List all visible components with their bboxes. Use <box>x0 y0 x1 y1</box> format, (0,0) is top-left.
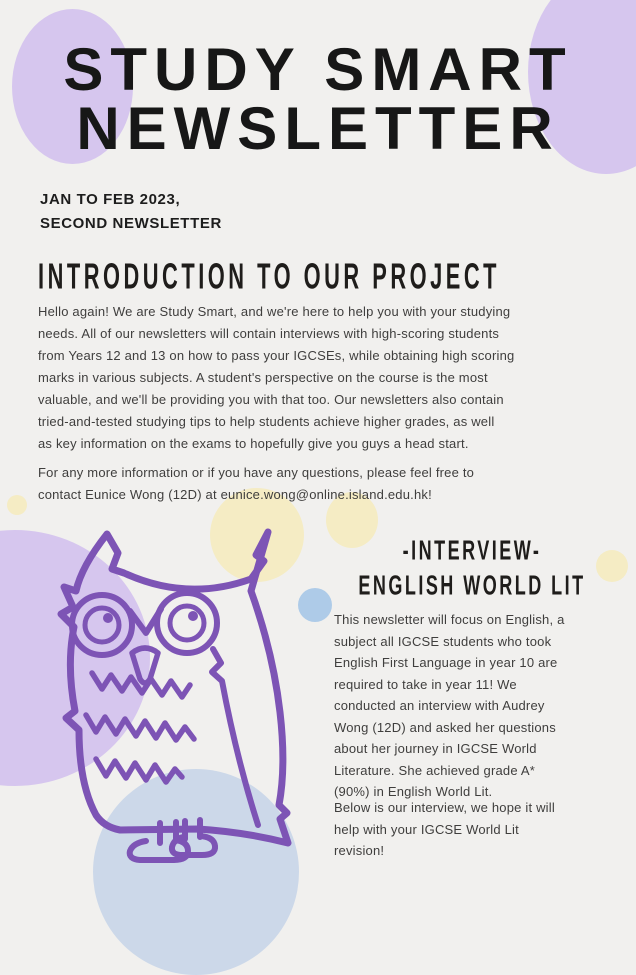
title-line-2: NEWSLETTER <box>76 95 560 162</box>
title-line-1: STUDY SMART <box>63 36 573 103</box>
owl-right-eye-outer <box>157 593 217 653</box>
issue-date: JAN TO FEB 2023, <box>40 191 181 208</box>
owl-left-eye-inner <box>85 608 119 642</box>
issue-info <box>40 188 222 236</box>
issue-number: SECOND NEWSLETTER <box>40 215 222 232</box>
interview-heading-line-2: ENGLISH WORLD LIT <box>358 569 586 601</box>
owl-wing <box>212 649 258 825</box>
owl-chest-feathers-row3 <box>96 759 182 782</box>
owl-right-foot <box>172 836 215 855</box>
owl-left-eye-outer <box>72 595 132 655</box>
owl-left-pupil <box>103 613 113 623</box>
interview-heading-line-1: -INTERVIEW- <box>402 534 542 566</box>
interview-paragraph-2: Below is our interview, we hope it will help with your IGCSE World Lit revision! <box>334 800 555 858</box>
intro-section-heading: INTRODUCTION TO OUR PROJECT <box>38 256 501 297</box>
intro-paragraph-1: Hello again! We are Study Smart, and we're here to help you with your studying needs. All of our newsletters will contain interviews with high-scoring students from Years 12 and 13 on how to pass your IGCSEs, while obtaining high scoring marks in various subjects. A student's perspective on the course is the most valuable, and we'll be providing you with that too. Our newsletters also contain tried-and-tested studying tips to help students achieve higher grades, as well as key information on the exams to hopefully give you guys a head start. <box>38 304 515 451</box>
owl-illustration <box>30 527 320 872</box>
interview-paragraph-1: This newsletter will focus on English, a subject all IGCSE students who took English First Language in year 10 are required to take in year 11! We conducted an interview with Audrey Wong (12D) and asked her questions about her journey in IGCSE World Literature. She achieved grade A* (90%) in English World Lit. <box>334 612 565 799</box>
decor-circle-small-yellow-left <box>7 495 27 515</box>
newsletter-title <box>0 36 636 162</box>
interview-section-heading <box>349 533 595 603</box>
intro-paragraph-contact: For any more information or if you have any questions, please feel free to contact Eunice Wong (12D) at eunice.wong@online.island.edu.hk! <box>38 465 475 502</box>
owl-right-eye-inner <box>170 606 204 640</box>
owl-chest-feathers-row2 <box>86 715 194 740</box>
owl-right-pupil <box>188 611 198 621</box>
owl-beak <box>132 648 158 683</box>
decor-circle-yellow-right <box>596 550 628 582</box>
